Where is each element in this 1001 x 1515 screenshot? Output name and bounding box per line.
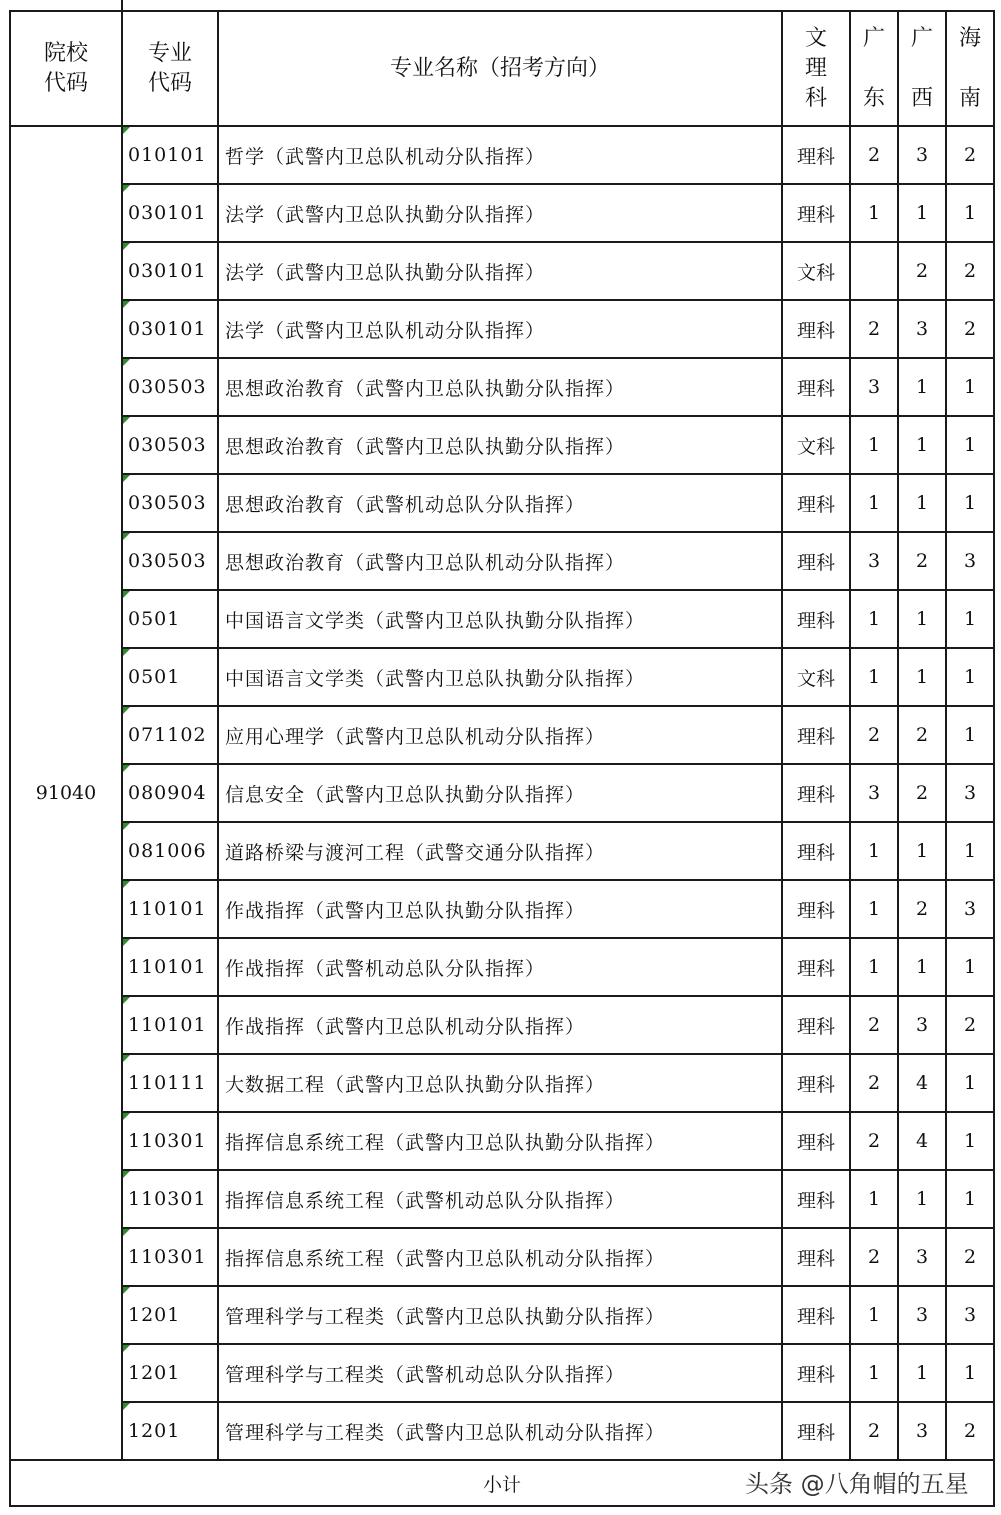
table-row: [10, 1286, 994, 1344]
header-guangxi-char: 广: [910, 25, 933, 51]
subtotal-label: 小计: [10, 1460, 994, 1506]
major-code-cell: 010101: [122, 126, 218, 184]
track-cell: 理科: [782, 184, 850, 242]
guangxi-count-cell: 1: [898, 358, 946, 416]
hainan-count-cell: 3: [946, 880, 994, 938]
guangxi-count-cell: 1: [898, 184, 946, 242]
table-row: [10, 648, 994, 706]
hainan-count-cell: 1: [946, 706, 994, 764]
table-row: [10, 880, 994, 938]
table-row: [10, 1228, 994, 1286]
major-code-cell: 080904: [122, 764, 218, 822]
header-school-code-line2: 代码: [43, 70, 88, 96]
major-name-cell: 指挥信息系统工程（武警内卫总队机动分队指挥）: [218, 1228, 782, 1286]
guangdong-count-cell: 2: [850, 1054, 898, 1112]
major-code-cell: 110301: [122, 1228, 218, 1286]
major-name-cell: 管理科学与工程类（武警机动总队分队指挥）: [218, 1344, 782, 1402]
track-cell: 理科: [782, 996, 850, 1054]
guangdong-count-cell: 1: [850, 648, 898, 706]
guangxi-count-cell: 4: [898, 1054, 946, 1112]
track-cell: 理科: [782, 474, 850, 532]
header-major-code-line2: 代码: [147, 70, 192, 96]
guangdong-count-cell: 1: [850, 938, 898, 996]
major-name-cell: 管理科学与工程类（武警内卫总队机动分队指挥）: [218, 1402, 782, 1460]
major-name-cell: 中国语言文学类（武警内卫总队执勤分队指挥）: [218, 590, 782, 648]
guangxi-count-cell: 1: [898, 590, 946, 648]
header-school-code: [10, 11, 122, 126]
major-code-cell: 1201: [122, 1344, 218, 1402]
major-code-cell: 1201: [122, 1286, 218, 1344]
guangdong-count-cell: 2: [850, 706, 898, 764]
hainan-count-cell: 1: [946, 416, 994, 474]
header-guangxi-char: 西: [910, 85, 933, 111]
school-code-cell: 91040: [10, 126, 122, 1460]
guangxi-count-cell: 3: [898, 300, 946, 358]
guangdong-count-cell: 1: [850, 822, 898, 880]
guangdong-count-cell: 3: [850, 764, 898, 822]
major-code-cell: 110301: [122, 1112, 218, 1170]
track-cell: 理科: [782, 126, 850, 184]
table-body: [10, 126, 994, 1460]
hainan-count-cell: 3: [946, 1286, 994, 1344]
hainan-count-cell: 3: [946, 532, 994, 590]
major-code-cell: 0501: [122, 648, 218, 706]
major-code-cell: 110101: [122, 996, 218, 1054]
major-name-cell: 大数据工程（武警内卫总队执勤分队指挥）: [218, 1054, 782, 1112]
track-cell: 文科: [782, 416, 850, 474]
guangxi-count-cell: 2: [898, 880, 946, 938]
guangdong-count-cell: 3: [850, 358, 898, 416]
guangxi-count-cell: 1: [898, 1170, 946, 1228]
major-code-cell: 110101: [122, 938, 218, 996]
major-code-cell: 081006: [122, 822, 218, 880]
header-guangdong: [850, 11, 898, 126]
track-cell: 文科: [782, 242, 850, 300]
track-cell: 理科: [782, 532, 850, 590]
major-name-cell: 法学（武警内卫总队机动分队指挥）: [218, 300, 782, 358]
major-name-cell: 思想政治教育（武警内卫总队执勤分队指挥）: [218, 358, 782, 416]
guangxi-count-cell: 1: [898, 416, 946, 474]
guangdong-count-cell: 2: [850, 1402, 898, 1460]
table-row: [10, 532, 994, 590]
hainan-count-cell: 1: [946, 474, 994, 532]
header-track-char: 理: [804, 55, 827, 81]
major-name-cell: 指挥信息系统工程（武警机动总队分队指挥）: [218, 1170, 782, 1228]
major-code-cell: 030503: [122, 416, 218, 474]
major-code-cell: 110301: [122, 1170, 218, 1228]
major-name-cell: 应用心理学（武警内卫总队机动分队指挥）: [218, 706, 782, 764]
hainan-count-cell: 2: [946, 300, 994, 358]
track-cell: 理科: [782, 1228, 850, 1286]
table-row: [10, 416, 994, 474]
header-major-name: 专业名称（招考方向）: [218, 11, 782, 126]
table-row: [10, 300, 994, 358]
hainan-count-cell: 2: [946, 1402, 994, 1460]
header-hainan: [946, 11, 994, 126]
hainan-count-cell: 1: [946, 1344, 994, 1402]
header-track-char: 科: [804, 85, 827, 111]
guangxi-count-cell: 2: [898, 706, 946, 764]
hainan-count-cell: 1: [946, 822, 994, 880]
guangxi-count-cell: 1: [898, 822, 946, 880]
guangdong-count-cell: 2: [850, 996, 898, 1054]
table-row: [10, 1170, 994, 1228]
major-name-cell: 哲学（武警内卫总队机动分队指挥）: [218, 126, 782, 184]
guangdong-count-cell: 2: [850, 1228, 898, 1286]
guangxi-count-cell: 4: [898, 1112, 946, 1170]
major-name-cell: 道路桥梁与渡河工程（武警交通分队指挥）: [218, 822, 782, 880]
hainan-count-cell: 1: [946, 358, 994, 416]
track-cell: 文科: [782, 648, 850, 706]
major-name-cell: 中国语言文学类（武警内卫总队执勤分队指挥）: [218, 648, 782, 706]
track-cell: 理科: [782, 590, 850, 648]
guangdong-count-cell: 2: [850, 126, 898, 184]
guangdong-count-cell: 1: [850, 416, 898, 474]
major-name-cell: 作战指挥（武警机动总队分队指挥）: [218, 938, 782, 996]
table-row: [10, 1344, 994, 1402]
major-code-cell: 030101: [122, 184, 218, 242]
major-name-cell: 作战指挥（武警内卫总队机动分队指挥）: [218, 996, 782, 1054]
guangdong-count-cell: 2: [850, 300, 898, 358]
track-cell: 理科: [782, 300, 850, 358]
major-name-cell: 思想政治教育（武警机动总队分队指挥）: [218, 474, 782, 532]
guangdong-count-cell: 1: [850, 880, 898, 938]
track-cell: 理科: [782, 1286, 850, 1344]
guangdong-count-cell: [850, 242, 898, 300]
table-row: [10, 1112, 994, 1170]
hainan-count-cell: 1: [946, 184, 994, 242]
major-name-cell: 指挥信息系统工程（武警内卫总队执勤分队指挥）: [218, 1112, 782, 1170]
hainan-count-cell: 1: [946, 590, 994, 648]
hainan-count-cell: 1: [946, 1054, 994, 1112]
hainan-count-cell: 2: [946, 996, 994, 1054]
major-name-cell: 信息安全（武警内卫总队执勤分队指挥）: [218, 764, 782, 822]
major-code-cell: 110111: [122, 1054, 218, 1112]
table-row: [10, 996, 994, 1054]
watermark: 头条 @八角帽的五星: [745, 1470, 969, 1498]
guangxi-count-cell: 3: [898, 1402, 946, 1460]
table-row: [10, 1054, 994, 1112]
major-name-cell: 作战指挥（武警内卫总队执勤分队指挥）: [218, 880, 782, 938]
guangdong-count-cell: 1: [850, 1286, 898, 1344]
table-row: [10, 242, 994, 300]
table-row: [10, 126, 994, 184]
guangxi-count-cell: 3: [898, 1228, 946, 1286]
major-name-cell: 法学（武警内卫总队执勤分队指挥）: [218, 242, 782, 300]
header-major-code-line1: 专业: [147, 40, 192, 66]
hainan-count-cell: 1: [946, 1170, 994, 1228]
hainan-count-cell: 2: [946, 242, 994, 300]
guangxi-count-cell: 3: [898, 996, 946, 1054]
table-row: [10, 184, 994, 242]
guangdong-count-cell: 1: [850, 474, 898, 532]
track-cell: 理科: [782, 706, 850, 764]
major-name-cell: 思想政治教育（武警内卫总队机动分队指挥）: [218, 532, 782, 590]
header-hainan-char: 南: [958, 85, 981, 111]
track-cell: 理科: [782, 1170, 850, 1228]
table-header-row: [10, 11, 994, 126]
table-row: [10, 764, 994, 822]
header-guangdong-char: 东: [862, 85, 885, 111]
guangdong-count-cell: 3: [850, 532, 898, 590]
major-name-cell: 管理科学与工程类（武警内卫总队执勤分队指挥）: [218, 1286, 782, 1344]
guangxi-count-cell: 3: [898, 126, 946, 184]
guangxi-count-cell: 3: [898, 1286, 946, 1344]
table-row: [10, 706, 994, 764]
guangxi-count-cell: 2: [898, 242, 946, 300]
major-code-cell: 030101: [122, 300, 218, 358]
header-school-code-line1: 院校: [43, 40, 88, 66]
major-name-cell: 思想政治教育（武警内卫总队执勤分队指挥）: [218, 416, 782, 474]
major-code-cell: 1201: [122, 1402, 218, 1460]
guangdong-count-cell: 1: [850, 590, 898, 648]
track-cell: 理科: [782, 938, 850, 996]
header-hainan-char: 海: [958, 25, 981, 51]
guangdong-count-cell: 1: [850, 1170, 898, 1228]
guangxi-count-cell: 1: [898, 474, 946, 532]
hainan-count-cell: 1: [946, 1112, 994, 1170]
hainan-count-cell: 2: [946, 1228, 994, 1286]
guangdong-count-cell: 2: [850, 1112, 898, 1170]
table-row: [10, 1402, 994, 1460]
guangdong-count-cell: 1: [850, 1344, 898, 1402]
track-cell: 理科: [782, 822, 850, 880]
header-guangdong-char: 广: [862, 25, 885, 51]
guangxi-count-cell: 1: [898, 1344, 946, 1402]
table-row: [10, 938, 994, 996]
header-track-char: 文: [804, 25, 827, 51]
track-cell: 理科: [782, 1402, 850, 1460]
hainan-count-cell: 1: [946, 938, 994, 996]
hainan-count-cell: 3: [946, 764, 994, 822]
guangxi-count-cell: 1: [898, 938, 946, 996]
hainan-count-cell: 1: [946, 648, 994, 706]
column-divider-top: [121, 0, 123, 10]
track-cell: 理科: [782, 764, 850, 822]
table-row: [10, 358, 994, 416]
header-track: [782, 11, 850, 126]
guangxi-count-cell: 2: [898, 764, 946, 822]
header-guangxi: [898, 11, 946, 126]
enrollment-plan-sheet: [9, 10, 995, 1507]
track-cell: 理科: [782, 1054, 850, 1112]
guangdong-count-cell: 1: [850, 184, 898, 242]
track-cell: 理科: [782, 358, 850, 416]
major-code-cell: 030503: [122, 474, 218, 532]
track-cell: 理科: [782, 1344, 850, 1402]
major-name-cell: 法学（武警内卫总队执勤分队指挥）: [218, 184, 782, 242]
major-code-cell: 030101: [122, 242, 218, 300]
major-code-cell: 030503: [122, 358, 218, 416]
guangxi-count-cell: 2: [898, 532, 946, 590]
enrollment-plan-table: [9, 10, 995, 1507]
major-code-cell: 110101: [122, 880, 218, 938]
track-cell: 理科: [782, 880, 850, 938]
track-cell: 理科: [782, 1112, 850, 1170]
guangxi-count-cell: 1: [898, 648, 946, 706]
hainan-count-cell: 2: [946, 126, 994, 184]
table-row: [10, 822, 994, 880]
major-code-cell: 071102: [122, 706, 218, 764]
header-major-code: [122, 11, 218, 126]
major-code-cell: 030503: [122, 532, 218, 590]
table-row: [10, 474, 994, 532]
table-row: [10, 590, 994, 648]
major-code-cell: 0501: [122, 590, 218, 648]
